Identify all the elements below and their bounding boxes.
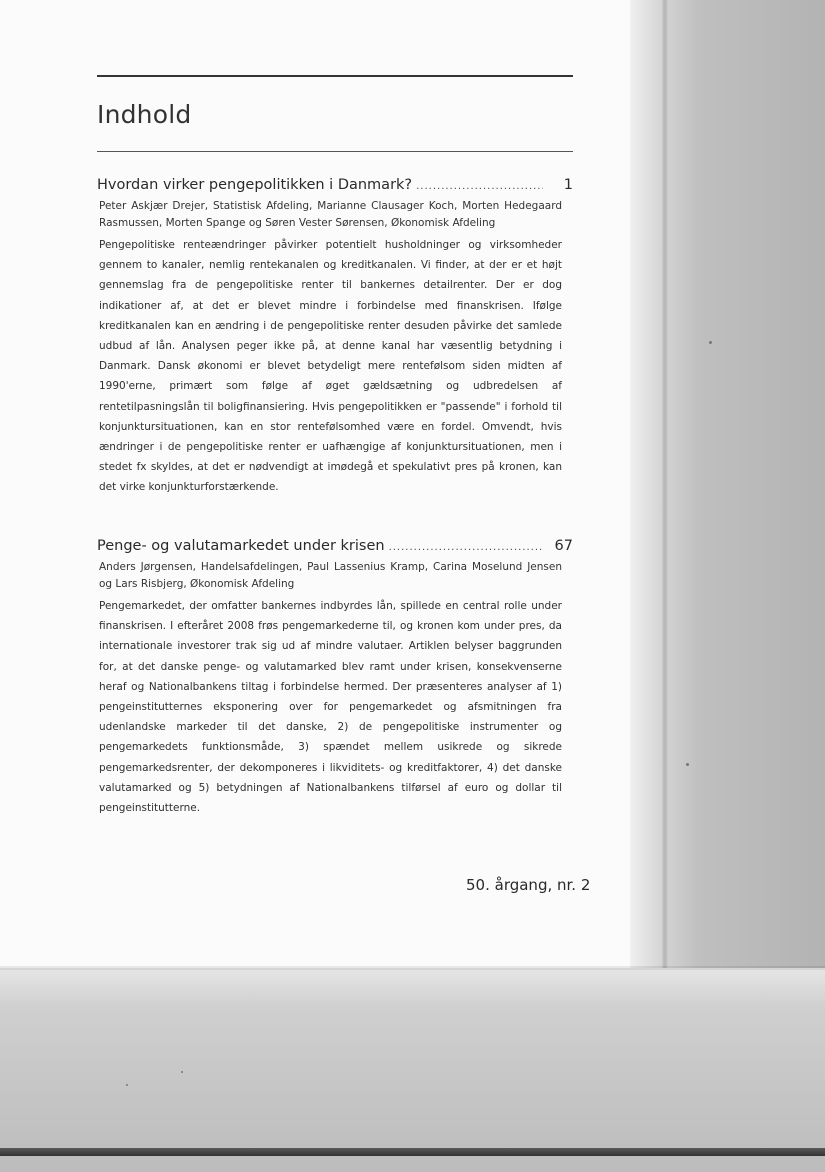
toc-entry-authors: Anders Jørgensen, Handelsafdelingen, Paul Lassenius Kramp, Carina Moselund Jensen og Lars Risbjerg, Økonomisk Afdeling (99, 561, 562, 590)
page-title: Indhold (97, 100, 192, 129)
toc-entry-abstract: Pengepolitiske renteændringer påvirker potentielt husholdninger og virksomheder gennem to kanaler, nemlig rentekanalen og kreditkanalen. Vi finder, at der er et højt gennemslag fra de pengepolitiske renter til bankernes detailrenter. Der er dog indikationer af, at det er blevet mindre i forbindelse med finanskrisen. Ifølge kreditkanalen kan en ændring i de pengepolitiske renter desuden påvirke det samlede udbud af lån. Analysen peger ikke på, at denne kanal har væsentlig betydning i Danmark. Dansk økonomi er blevet betydeligt mere rentefølsom siden midten af 1990'erne, primært som følge af øget gældsætning og udbredelsen af rentetilpasningslån til boligfinansiering. Hvis pengepolitikken er "passende" i forhold til konjunktursituationen, kan en stor rentefølsomhed være en fordel. Omvendt, hvis ændringer i de pengepolitiske renter er uafhængige af konjunktursituationen, men i stedet fx skyldes, at det er nødvendigt at imødegå et spekulativt pres på kronen, kan det virke konjunkturforstærkende. (99, 239, 562, 494)
title-rule (97, 151, 573, 152)
top-rule (97, 75, 573, 77)
toc-entry (97, 175, 573, 498)
page-edge-bottom (0, 966, 825, 970)
scan-speck (126, 1084, 128, 1086)
scan-shadow-bottom (0, 968, 825, 1172)
toc-entry (97, 536, 573, 818)
scanner-bar (0, 1148, 825, 1156)
scan-speck (686, 763, 689, 766)
toc-entry-page: 1 (563, 177, 573, 193)
toc-entry-page: 67 (554, 538, 573, 554)
toc-entry-abstract: Pengemarkedet, der omfatter bankernes indbyrdes lån, spillede en central rolle under finanskrisen. I efteråret 2008 frøs pengemarkederne til, og kronen kom under pres, da internationale investorer trak sig ud af mindre valutaer. Artiklen belyser baggrunden for, at det danske penge- og valutamarked blev ramt under krisen, konsekvenserne heraf og Nationalbankens tiltag i forbindelse hermed. Der præsenteres analyser af 1) pengeinstitutternes eksponering over for pengemarkedet og afsmitningen fra udenlandske markeder til det danske, 2) de pengepolitiske instrumenter og pengemarkedets funktionsmåde, 3) spændet mellem usikrede og sikrede pengemarkedsrenter, der dekomponeres i likviditets- og kreditfaktorer, 4) det danske valutamarked og 5) betydningen af Nationalbankens tilførsel af euro og dollar til pengeinstitutterne. (99, 600, 562, 815)
issue-footer: 50. årgang, nr. 2 (466, 876, 591, 894)
toc-leader-dots (416, 177, 543, 197)
toc-leader-dots (389, 538, 543, 558)
toc-entry-authors: Peter Askjær Drejer, Statistisk Afdeling, Marianne Clausager Koch, Morten Hedegaard Rasmussen, Morten Spange og Søren Vester Sørensen, Økonomisk Afdeling (99, 200, 562, 229)
toc-entry-heading (97, 175, 573, 197)
toc-entry-heading (97, 536, 573, 558)
scan-speck (181, 1071, 183, 1073)
toc-entry-title: Hvordan virker pengepolitikken i Danmark? (97, 177, 413, 193)
toc-entry-title: Penge- og valutamarkedet under krisen (97, 538, 385, 554)
scan-speck (709, 341, 712, 344)
